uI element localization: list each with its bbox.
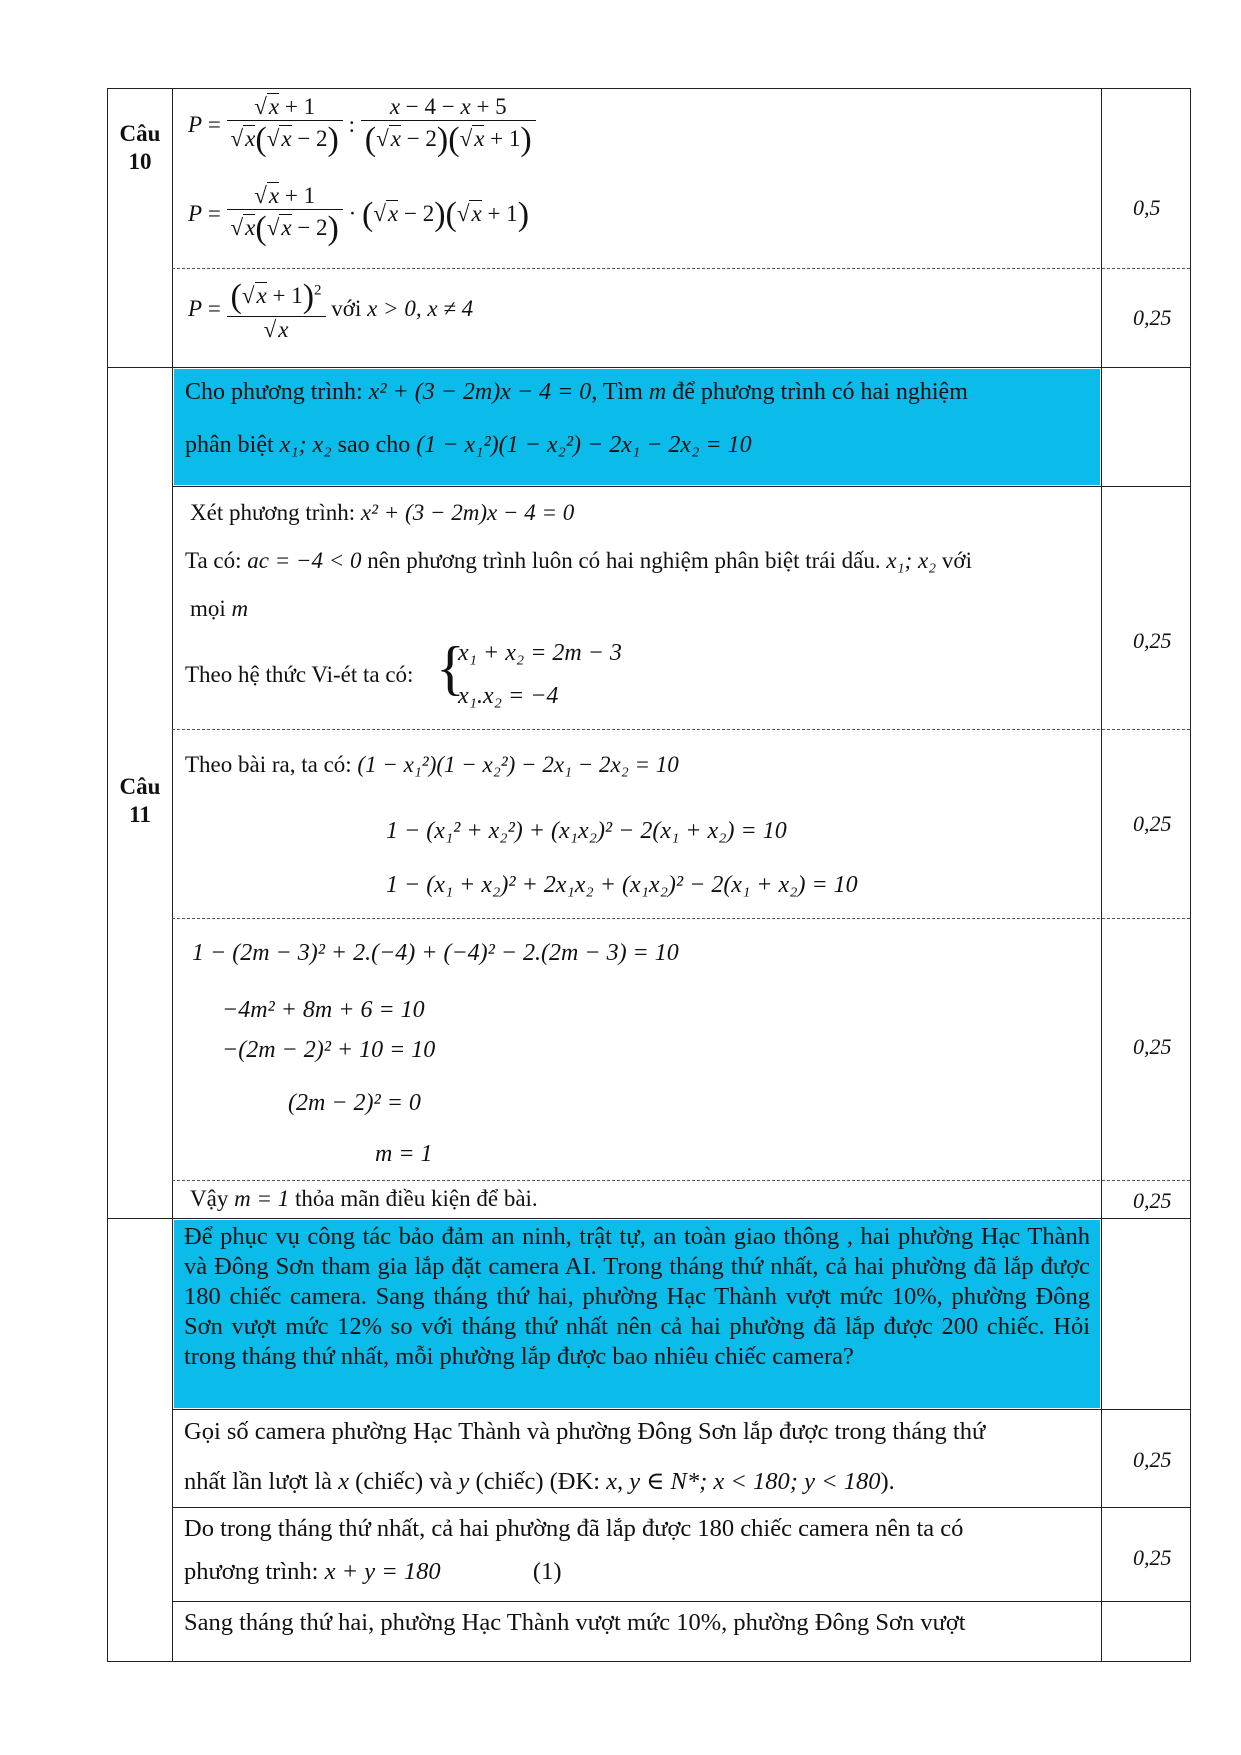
row-divider xyxy=(107,367,1191,368)
q12-prompt: Để phục vụ công tác bảo đảm an ninh, trật tự, an toàn giao thông , hai phường Hạc Thành và Đông Sơn tham gia lắp đặt camera AI. Trong tháng thứ nhất, cả hai phường đã lắp được 180 chiếc camera. Sang tháng thứ hai, phường Hạc Thành vượt mức 10%, phường Đông Sơn vượt mức 12% so với tháng thứ nhất nên cả hai phường đã lắp được 200 chiếc. Hỏi trong tháng thứ nhất, mỗi phường lắp được bao nhiêu chiếc camera? xyxy=(184,1223,1090,1370)
row-divider xyxy=(172,268,1190,269)
question-label-10: Câu 10 xyxy=(119,121,161,174)
row-divider xyxy=(107,1218,1191,1219)
q10-step2-expression: P = $\frac{√x + 1}{√x(√x - 2)}$ · (√x − 2)(√x + 1) xyxy=(188,183,530,247)
table-divider-label xyxy=(172,88,173,1661)
q11-s3-line3: −(2m − 2)² + 10 = 10 xyxy=(222,1037,436,1063)
row-divider xyxy=(172,1180,1190,1181)
question-label-11: Câu 11 xyxy=(119,774,161,827)
score-q11-b: 0,25 xyxy=(1133,811,1172,836)
table-border-top xyxy=(107,88,1191,89)
q10-step3-expression: P = $\frac{(√x + 1)^2}{√x}$ với x > 0, x ≠ 4 xyxy=(188,278,474,342)
q11-s1-line4: Theo hệ thức Vi-ét ta có: xyxy=(185,662,414,687)
q11-s3-line5: m = 1 xyxy=(375,1141,433,1167)
q12-s1-line1: Gọi số camera phường Hạc Thành và phường Đông Sơn lắp được trong tháng thứ xyxy=(184,1418,986,1445)
q11-conclusion: Vậy m = 1 thỏa mãn điều kiện để bài. xyxy=(190,1186,538,1211)
q12-s2-line2: phương trình: x + y = 180 (1) xyxy=(184,1558,562,1585)
q11-s1-line3: mọi m xyxy=(190,596,249,621)
q11-vieta-product: x₁.x₂ = −4 xyxy=(458,683,559,709)
table-border-bottom xyxy=(107,1661,1191,1662)
q11-s2-line3: 1 − (x₁ + x₂)² + 2x₁x₂ + (x₁x₂)² − 2(x₁ + x₂) = 10 xyxy=(386,872,858,898)
q11-s3-line1: 1 − (2m − 3)² + 2.(−4) + (−4)² − 2.(2m − 3) = 10 xyxy=(192,940,679,966)
score-q11-a: 0,25 xyxy=(1133,628,1172,653)
score-q11-d: 0,25 xyxy=(1133,1188,1172,1213)
row-divider xyxy=(172,1409,1190,1410)
score-q10-a: 0,5 xyxy=(1133,195,1161,220)
row-divider xyxy=(172,918,1190,919)
q11-s1-line2: Ta có: ac = −4 < 0 nên phương trình luôn có hai nghiệm phân biệt trái dấu. x₁; x₂ với xyxy=(185,548,972,573)
q11-prompt-line2: phân biệt x₁; x₂ sao cho (1 − x₁²)(1 − x₂²) − 2x₁ − 2x₂ = 10 xyxy=(185,432,752,458)
row-divider xyxy=(172,1601,1190,1602)
q10-condition: x > 0, x ≠ 4 xyxy=(367,295,474,321)
q11-prompt-line1: Cho phương trình: x² + (3 − 2m)x − 4 = 0, Tìm m để phương trình có hai nghiệm xyxy=(185,379,968,405)
system-brace: { xyxy=(436,635,465,701)
row-divider xyxy=(172,729,1190,730)
q12-s3-line1: Sang tháng thứ hai, phường Hạc Thành vượt mức 10%, phường Đông Sơn vượt xyxy=(184,1609,966,1636)
q12-s1-line2: nhất lần lượt là x (chiếc) và y (chiếc) (ĐK: x, y ∈ N*; x < 180; y < 180). xyxy=(184,1468,895,1495)
q11-vieta-sum: x₁ + x₂ = 2m − 3 xyxy=(458,640,622,666)
score-q12-a: 0,25 xyxy=(1133,1447,1172,1472)
q11-s2-line2: 1 − (x₁² + x₂²) + (x₁x₂)² − 2(x₁ + x₂) = 10 xyxy=(386,818,787,844)
q11-s3-line4: (2m − 2)² = 0 xyxy=(288,1090,421,1116)
q11-s2-line1: Theo bài ra, ta có: (1 − x₁²)(1 − x₂²) − 2x₁ − 2x₂ = 10 xyxy=(185,752,679,777)
score-q11-c: 0,25 xyxy=(1133,1034,1172,1059)
table-border-left xyxy=(107,88,108,1661)
table-divider-score xyxy=(1101,88,1102,1661)
row-divider xyxy=(172,1507,1190,1508)
score-q12-b: 0,25 xyxy=(1133,1545,1172,1570)
q11-s1-line1: Xét phương trình: x² + (3 − 2m)x − 4 = 0 xyxy=(190,500,575,525)
table-border-right xyxy=(1190,88,1191,1661)
q11-s3-line2: −4m² + 8m + 6 = 10 xyxy=(222,997,425,1023)
q12-s2-line1: Do trong tháng thứ nhất, cả hai phường đã lắp được 180 chiếc camera nên ta có xyxy=(184,1515,964,1542)
q10-condition-word: với xyxy=(331,295,362,321)
row-divider xyxy=(172,486,1190,487)
score-q10-b: 0,25 xyxy=(1133,305,1172,330)
q10-step1-expression: P = $\frac{√x + 1}{√x(√x - 2)}$ : $\frac{x - 4 - x + 5}{(√x - 2)(√x + 1)}$ xyxy=(188,94,536,159)
